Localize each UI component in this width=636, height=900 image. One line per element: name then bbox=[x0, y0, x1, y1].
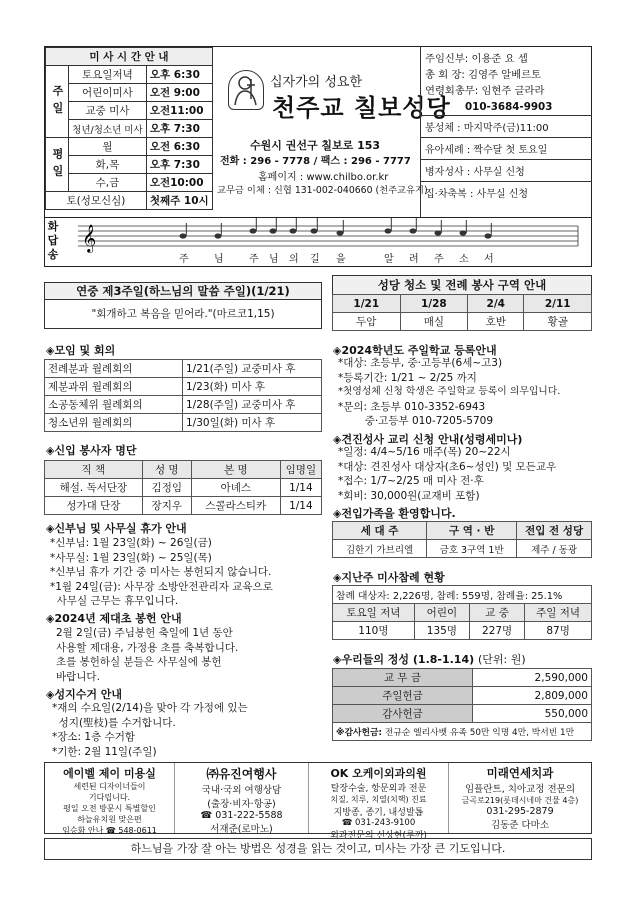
text-line: *대상: 초등부, 중·고등부(6세~고3) bbox=[338, 357, 503, 369]
cleaning-area: 호반 bbox=[468, 313, 524, 331]
leader-info: 연령회총무: 임현주 글라라 bbox=[425, 85, 545, 97]
text-line: *접수: 1/7~2/25 매 미사 전·후 bbox=[338, 475, 484, 487]
confirmation-title: ◈견진성사 교리 신청 안내(성령세미나) bbox=[333, 433, 523, 446]
mass-time: 오전11:00 bbox=[146, 102, 212, 120]
holy-water-body bbox=[52, 701, 322, 759]
cleaning-date: 1/28 bbox=[400, 295, 468, 313]
lyric-syllable: 소 bbox=[459, 254, 469, 265]
table-cell: 김한기 가브리엘 bbox=[333, 540, 427, 558]
welcome-title: ◈전입가족을 환영합니다. bbox=[333, 507, 456, 520]
mass-name: 월 bbox=[69, 138, 147, 156]
diamond-icon: ◈ bbox=[333, 571, 342, 584]
text-line: *대상: 견진성사 대상자(초6~성인) 및 모든교우 bbox=[338, 460, 557, 473]
text-line: 사용할 제대용, 가정용 초를 축복합니다. bbox=[56, 641, 239, 654]
lyric-syllable: 주 bbox=[249, 254, 259, 265]
music-note bbox=[460, 230, 467, 235]
music-note bbox=[410, 228, 417, 233]
diamond-icon: ◈ bbox=[46, 344, 55, 357]
welcome-table bbox=[332, 521, 592, 558]
mass-name: 토(성모신심) bbox=[46, 192, 147, 210]
offering-name: 교 무 금 bbox=[333, 669, 473, 687]
holy-water-title: ◈성지수거 안내 bbox=[46, 688, 123, 701]
column-header: 임명일 bbox=[280, 461, 321, 479]
candlemas-body bbox=[56, 626, 322, 684]
vacation-title: ◈신부님 및 사무실 휴가 안내 bbox=[46, 522, 187, 535]
meeting-name: 소공동체위 월례회의 bbox=[45, 396, 183, 414]
diamond-icon: ◈ bbox=[46, 522, 55, 535]
music-note bbox=[385, 228, 392, 233]
sunday-title: 연중 제3주일(하느님의 말씀 주일)(1/21) bbox=[44, 282, 322, 300]
ads-bar bbox=[44, 762, 592, 841]
column-header: 토요일 저녁 bbox=[333, 604, 415, 622]
mass-name: 어린이미사 bbox=[69, 84, 147, 102]
table-cell: 135명 bbox=[414, 622, 469, 640]
confirmation-body bbox=[338, 445, 592, 503]
mass-schedule-title: 미 사 시 간 안 내 bbox=[46, 48, 213, 66]
offering-amount: 2,809,000 bbox=[473, 687, 592, 705]
sunday-label: 주일 bbox=[46, 66, 69, 138]
text-line: 바랍니다. bbox=[56, 670, 100, 683]
mass-schedule-table bbox=[45, 47, 213, 210]
text-line: *신부님 휴가 기간 중 미사는 봉헌되지 않습니다. bbox=[50, 566, 272, 578]
cleaning-area: 황골 bbox=[524, 313, 592, 331]
column-header: 성 명 bbox=[142, 461, 191, 479]
text-line: *등록기간: 1/21 ~ 2/25 까지 bbox=[338, 371, 477, 384]
lyric-syllable: 서 bbox=[484, 254, 494, 265]
column-header: 주일 저녁 bbox=[525, 604, 592, 622]
text-line: *재의 수요일(2/14)을 맞아 각 가정에 있는 bbox=[52, 702, 248, 714]
offerings-table bbox=[332, 668, 592, 741]
music-note bbox=[250, 228, 257, 233]
ad-hair-salon: 에이벨 제이 미용실 세련된 디자이너들이 기다립니다. 평일 오전 방문시 특별할인 하늘유치원 맞은편 임승화 안나 ☎ 548-0611 bbox=[45, 763, 175, 833]
text-line: 초를 봉헌하실 분들은 사무실에 봉헌 bbox=[56, 656, 222, 668]
text-line: 성지(聖枝)를 수거합니다. bbox=[52, 716, 176, 729]
lyric-syllable: 을 bbox=[336, 254, 346, 265]
mass-time: 첫째주 10시 bbox=[146, 192, 212, 210]
meeting-name: 제분과위 월례회의 bbox=[45, 378, 183, 396]
treble-clef-icon: 𝄞 bbox=[82, 224, 97, 252]
staff-panel bbox=[420, 46, 592, 218]
leader-phone: 010-3684-9903 bbox=[465, 101, 553, 113]
table-cell: 아녜스 bbox=[191, 479, 280, 497]
chair-info: 총 회 장: 김영주 알베르토 bbox=[425, 69, 542, 81]
cleaning-date: 2/11 bbox=[524, 295, 592, 313]
mass-time: 오전 6:30 bbox=[146, 138, 212, 156]
table-cell: 1/14 bbox=[280, 479, 321, 497]
psalm-label: 화답송 bbox=[47, 220, 59, 261]
music-note bbox=[290, 228, 297, 233]
meeting-name: 청소년위 월례회의 bbox=[45, 414, 183, 432]
column-header: 어린이 bbox=[414, 604, 469, 622]
church-subtitle: 십자가의 성요한 bbox=[270, 75, 363, 90]
text-line: *첫영성체 신청 학생은 주일학교 등록이 의무입니다. bbox=[338, 386, 561, 397]
mass-time: 오전10:00 bbox=[146, 174, 212, 192]
mass-name: 청년/청소년 미사 bbox=[69, 120, 147, 138]
sunday-school-body bbox=[338, 356, 592, 429]
attendance-summary: 참례 대상자: 2,226명, 참례: 559명, 참례율: 25.1% bbox=[333, 586, 592, 604]
table-cell: 장지우 bbox=[142, 497, 191, 515]
column-header: 본 명 bbox=[191, 461, 280, 479]
offering-name: 주일헌금 bbox=[333, 687, 473, 705]
meeting-time: 1/28(주일) 교중미사 후 bbox=[183, 396, 322, 414]
mass-name: 화,목 bbox=[69, 156, 147, 174]
lyric-syllable: 의 bbox=[289, 254, 299, 265]
church-logo bbox=[228, 70, 264, 110]
offering-note: ※감사헌금: 전규순 엘리사벳 유족 50만 익명 4만, 박서빈 1만 bbox=[333, 723, 592, 741]
text-line: *문의: 초등부 010-3352-6943 bbox=[338, 400, 486, 413]
text-line: *사무실: 1월 23일(화) ~ 25일(목) bbox=[50, 551, 212, 564]
column-header: 교 중 bbox=[470, 604, 525, 622]
vacation-body bbox=[50, 536, 322, 609]
table-cell: 스콜라스티카 bbox=[191, 497, 280, 515]
mass-name: 수,금 bbox=[69, 174, 147, 192]
offerings-unit: (단위: 원) bbox=[477, 653, 526, 666]
diamond-icon: ◈ bbox=[333, 507, 342, 520]
ad-surgery-clinic: OK 오케이외과의원 탈장수술, 항문외과 전문 치질, 치루, 치열(치핵) 진료 지방종, 종기, 내성발톱 ☎ 031-243-9100 외과전문의 신상현(루까) bbox=[309, 763, 449, 833]
music-note bbox=[270, 228, 277, 233]
music-note bbox=[435, 230, 442, 235]
column-header: 전입 전 성당 bbox=[517, 522, 592, 540]
diamond-icon: ◈ bbox=[333, 653, 342, 666]
text-line: 사무실 근무는 휴무입니다. bbox=[50, 595, 179, 607]
mass-name: 교중 미사 bbox=[69, 102, 147, 120]
pastor-info: 주임신부: 이용준 요 셉 bbox=[425, 53, 528, 65]
ad-dental-clinic: 미래연세치과 임플란트, 치아교정 전문의 금곡로219(롯데시네마 건물 4층) 031-295-2879 김동준 다마소 bbox=[461, 766, 579, 831]
lyric-syllable: 알 bbox=[384, 254, 394, 265]
diamond-icon: ◈ bbox=[46, 612, 55, 625]
column-header: 세 대 주 bbox=[333, 522, 427, 540]
new-servers-table bbox=[44, 460, 322, 515]
offering-amount: 2,590,000 bbox=[473, 669, 592, 687]
baptism-info: 유아세례 : 짝수달 첫 토요일 bbox=[421, 137, 592, 159]
mass-time: 오후 7:30 bbox=[146, 156, 212, 174]
church-homepage: 홈페이지 : www.chilbo.or.kr bbox=[258, 172, 389, 183]
blessing-info: 집·차축복 : 사무실 신청 bbox=[421, 181, 592, 203]
church-phone: 전화 : 296 - 7778 / 팩스 : 296 - 7777 bbox=[220, 156, 411, 167]
text-line: *기한: 2월 11일(주일) bbox=[52, 745, 157, 758]
table-cell: 제주 / 동광 bbox=[517, 540, 592, 558]
saint-icon bbox=[229, 71, 262, 108]
text-line: *신부님: 1월 23일(화) ~ 26일(금) bbox=[50, 537, 212, 549]
sunday-quote: "회개하고 복음을 믿어라."(마르코1,15) bbox=[44, 299, 322, 329]
diamond-icon: ◈ bbox=[333, 344, 342, 357]
meeting-name: 전례분과 월례회의 bbox=[45, 360, 183, 378]
footer-quote: 하느님을 가장 잘 아는 방법은 성경을 읽는 것이고, 미사는 가장 큰 기도입니다. bbox=[44, 838, 592, 860]
table-cell: 해설. 독서단장 bbox=[45, 479, 143, 497]
table-cell: 김정임 bbox=[142, 479, 191, 497]
text-line: *일정: 4/4~5/16 매주(목) 20~22시 bbox=[338, 446, 511, 458]
ad-travel-agency: ㈜유진여행사 국내·국외 여행상담 (출장·비자·항공) ☎ 031-222-5588 서재준(로마노) bbox=[175, 763, 309, 833]
diamond-icon: ◈ bbox=[46, 688, 55, 701]
cleaning-area: 매실 bbox=[400, 313, 468, 331]
mass-time: 오후 7:30 bbox=[146, 120, 212, 138]
new-servers-title: ◈신입 봉사자 명단 bbox=[46, 444, 137, 457]
cleaning-date: 2/4 bbox=[468, 295, 524, 313]
meeting-time: 1/21(주일) 교중미사 후 bbox=[183, 360, 322, 378]
music-note bbox=[215, 233, 222, 238]
church-address: 수원시 권선구 칠보로 153 bbox=[250, 139, 381, 152]
cleaning-title: 성당 청소 및 전례 봉사 구역 안내 bbox=[332, 275, 592, 295]
diamond-icon: ◈ bbox=[333, 433, 342, 446]
offering-name: 감사헌금 bbox=[333, 705, 473, 723]
sunday-school-title: ◈2024학년도 주일학교 등록안내 bbox=[333, 344, 497, 357]
attendance-title: ◈지난주 미사참례 현황 bbox=[333, 571, 445, 584]
anointing-info: 병자성사 : 사무실 신청 bbox=[421, 159, 592, 181]
text-line: *1월 24일(금): 사무장 소방안전관리자 교육으로 bbox=[50, 580, 273, 593]
lyric-syllable: 님 bbox=[269, 254, 279, 265]
attendance-table bbox=[332, 585, 592, 640]
table-cell: 1/14 bbox=[280, 497, 321, 515]
lyric-syllable: 님 bbox=[214, 254, 224, 265]
candlemas-title: ◈2024년 제대초 봉헌 안내 bbox=[46, 612, 182, 625]
meetings-table bbox=[44, 359, 322, 432]
church-account: 교무금 이체 : 신협 131-002-040660 (천주교유지) bbox=[217, 185, 428, 196]
lyric-syllable: 주 bbox=[434, 254, 444, 265]
meeting-time: 1/23(화) 미사 후 bbox=[183, 378, 322, 396]
cleaning-area: 두암 bbox=[333, 313, 401, 331]
music-note bbox=[485, 233, 492, 238]
text-line: 중·고등부 010-7205-5709 bbox=[338, 415, 494, 427]
table-cell: 87명 bbox=[525, 622, 592, 640]
table-cell: 금호 3구역 1반 bbox=[427, 540, 517, 558]
confession-info: 봉성체 : 마지막주(금)11:00 bbox=[421, 115, 592, 137]
music-note bbox=[180, 233, 187, 238]
offering-amount: 550,000 bbox=[473, 705, 592, 723]
table-cell: 227명 bbox=[470, 622, 525, 640]
meeting-time: 1/30일(화) 미사 후 bbox=[183, 414, 322, 432]
psalm-lyrics bbox=[78, 250, 583, 264]
offerings-title: ◈우리들의 정성 (1.8-1.14) (단위: 원) bbox=[333, 653, 526, 666]
cleaning-table bbox=[332, 294, 592, 331]
text-line: 2월 2일(금) 주님봉헌 축일에 1년 동안 bbox=[56, 627, 233, 639]
column-header: 구 역 · 반 bbox=[427, 522, 517, 540]
table-cell: 110명 bbox=[333, 622, 415, 640]
meetings-title: ◈모임 및 회의 bbox=[46, 344, 116, 357]
lyric-syllable: 주 bbox=[179, 254, 189, 265]
mass-time: 오전 9:00 bbox=[146, 84, 212, 102]
text-line: *회비: 30,000원(교재비 포함) bbox=[338, 489, 480, 502]
table-cell: 성가대 단장 bbox=[45, 497, 143, 515]
music-note bbox=[311, 228, 318, 233]
lyric-syllable: 길 bbox=[310, 254, 320, 265]
column-header: 직 책 bbox=[45, 461, 143, 479]
weekday-label: 평일 bbox=[46, 138, 69, 192]
mass-name: 토요일저녁 bbox=[69, 66, 147, 84]
music-note bbox=[337, 230, 344, 235]
diamond-icon: ◈ bbox=[46, 444, 55, 457]
church-name: 천주교 칠보성당 bbox=[272, 94, 451, 122]
text-line: *장소: 1층 수거함 bbox=[52, 731, 136, 743]
mass-time: 오후 6:30 bbox=[146, 66, 212, 84]
lyric-syllable: 려 bbox=[409, 254, 419, 265]
cleaning-date: 1/21 bbox=[333, 295, 401, 313]
